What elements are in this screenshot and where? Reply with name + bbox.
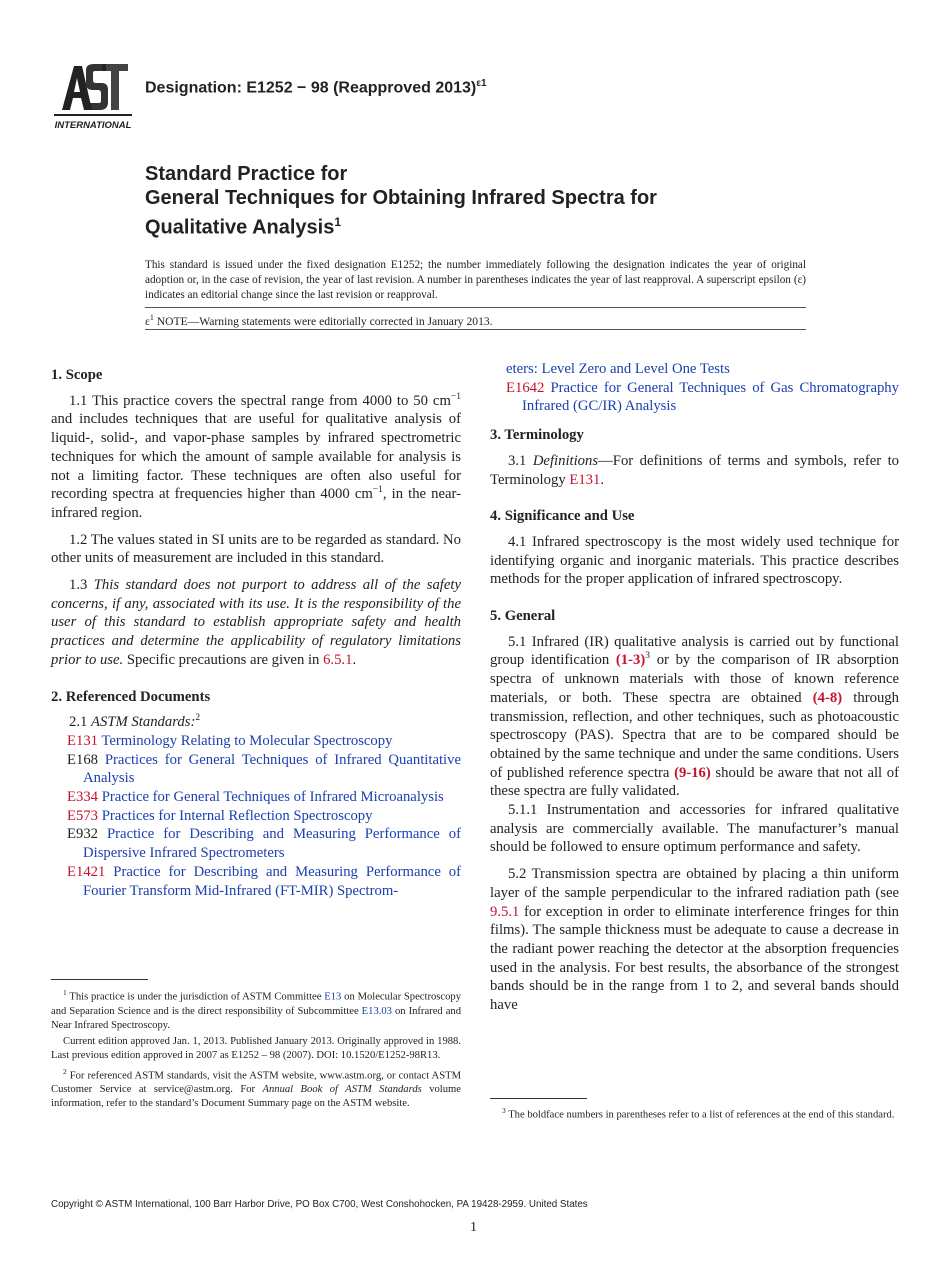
ref-link-4-8[interactable]: (4-8) — [812, 689, 843, 706]
ref-title-link-continued[interactable]: eters: Level Zero and Level One Tests — [506, 361, 730, 377]
designation — [145, 78, 487, 97]
footnote-3: $^3$ The boldface numbers in parentheses refer to a list of references at the end of this standard. — [502, 1106, 895, 1121]
ref-item-e932 — [51, 825, 461, 862]
ref-title-link[interactable]: Practice for Describing and Measuring Performance of Dispersive Infrared Spectrometers — [83, 826, 462, 862]
ref-item-e573 — [51, 807, 461, 826]
ref-item-e1642 — [490, 379, 899, 416]
title-line-2: General Techniques for Obtaining Infrared Spectra for — [145, 187, 657, 209]
ref-title-link[interactable]: Practice for General Techniques of Infrared Microanalysis — [101, 789, 444, 806]
ref-code-link[interactable]: E1421 — [67, 863, 106, 880]
section-heading-referenced-documents: 2. Referenced Documents — [51, 688, 211, 705]
ref-item-e334 — [51, 788, 461, 807]
ref-code: E932 — [67, 826, 99, 843]
paragraph-1-1: 1.1 This practice covers the spectral range from 4000 to 50 $cm^{-1}$ and includes techniques that are useful for qualitative analysis of liquid-, solid-, and vapor-phase samples by infrared spectrometric techniques for which the amount of sample available for analysis is not a limiting factor. These techniques are often also useful for recording spectra at frequencies higher than 4000 $cm^{-1}$, in the near-infrared region. — [51, 391, 461, 521]
footnote-1: $^1$ This practice is under the jurisdiction of ASTM Committee E13 on Molecular Spectroscopy and Separation Science and is the direct responsibility of Subcommittee E13.03 on Infrared and Near Infrared Spectroscopy. — [51, 988, 461, 1031]
section-heading-terminology: 3. Terminology — [490, 427, 584, 444]
footnote-rule-right — [490, 1098, 587, 1099]
editorial-note: $\varepsilon^1$ NOTE—Warning statements were editorially corrected in January 2013. — [145, 313, 493, 328]
right-column — [490, 361, 900, 1023]
logo-wordmark: INTERNATIONAL — [54, 120, 132, 131]
ref-item-e1421-continued — [490, 360, 899, 379]
footnotes-right — [490, 1104, 899, 1125]
ref-code-link[interactable]: E334 — [67, 789, 99, 806]
paragraph-4-1: 4.1 Infrared spectroscopy is the most widely used technique for identifying organic and inorganic materials. This practice describes methods for the proper application of infrared spectroscopy. — [490, 533, 899, 588]
page-number: 1 — [470, 1220, 477, 1235]
link-e13-03[interactable]: E13.03 — [361, 1005, 392, 1017]
section-heading-scope: 1. Scope — [51, 367, 103, 383]
link-e13[interactable]: E13 — [324, 991, 342, 1003]
section-heading-significance: 4. Significance and Use — [490, 508, 635, 525]
footnote-1-edition: Current edition approved Jan. 1, 2013. Published January 2013. Originally approved in 1988. Last previous edition approved in 2007 as E1252 – 98 (2007). DOI: 10.1520/E1252-98R13. — [51, 1035, 461, 1061]
ref-code: E168 — [67, 751, 99, 768]
ref-title-link[interactable]: Terminology Relating to Molecular Spectroscopy — [101, 732, 393, 749]
ref-code-link[interactable]: E1642 — [506, 379, 545, 396]
title-line-3: Qualitative Analysis$^1$ — [145, 215, 342, 239]
ref-title-link[interactable]: Practices for General Techniques of Infrared Quantitative Analysis — [83, 751, 462, 787]
title-line-1: Standard Practice for — [145, 163, 348, 185]
footnotes-left — [51, 986, 461, 1113]
paragraph-1-3: 1.3 This standard does not purport to address all of the safety concerns, if any, associated with its use. It is the responsibility of the user of this standard to establish appropriate safety and health practices and determine the applicability of regulatory limitations prior to use. Specific precautions are given in 6.5.1. — [51, 577, 462, 668]
footnote-rule — [51, 979, 148, 980]
note-rule-bottom — [145, 329, 806, 330]
paragraph-2-1: 2.1 ASTM Standards:$^2$ — [69, 713, 201, 731]
ref-title-link[interactable]: Practice for General Techniques of Gas Chromatography Infrared (GC/IR) Analysis — [522, 379, 899, 415]
astm-logo-icon — [52, 62, 134, 132]
section-heading-general: 5. General — [490, 608, 556, 625]
ref-link-9-16[interactable]: (9-16) — [674, 764, 711, 781]
ref-item-e131 — [51, 732, 461, 751]
title-footnote-mark: 1 — [334, 215, 342, 229]
ref-link-1-3[interactable]: (1-3) — [615, 652, 646, 669]
link-6-5-1[interactable]: 6.5.1 — [323, 651, 353, 668]
footnote-2: $^2$ For referenced ASTM standards, visit the ASTM website, www.astm.org, or contact ASTM Customer Service at service@astm.org. For Annual Book of ASTM Standards volume information, refer to the standard’s Document Summary page on the ASTM website. — [51, 1066, 461, 1110]
paragraph-5-1-1: 5.1.1 Instrumentation and accessories for infrared qualitative analysis are commercially available. The manufacturer’s manual should be followed to ensure optimum performance and safety. — [490, 802, 899, 856]
designation-text: Designation: E1252 − 98 (Reapproved 2013) — [145, 79, 477, 97]
ref-code-link[interactable]: E131 — [67, 732, 99, 749]
link-9-5-1[interactable]: 9.5.1 — [490, 903, 520, 920]
link-e131[interactable]: E131 — [569, 471, 601, 488]
astm-logo — [52, 62, 134, 132]
copyright-line: Copyright © ASTM International, 100 Barr Harbor Drive, PO Box C700, West Conshohocken, PA 19428-2959. United States — [51, 1199, 588, 1210]
paragraph-5-2: 5.2 Transmission spectra are obtained by placing a thin uniform layer of the sample perpendicular to the infrared radiation path (see 9.5.1 for exception in order to eliminate interference fringes for thin films). The sample thickness must be adequate to cause a decrease in the radiant power reaching the detector at the absorption frequencies used in the analysis. For best results, the absorbance of the strongest bands should be in the range from 1 to 2, and several bands should have — [490, 866, 899, 1014]
document-title — [145, 162, 845, 240]
left-column — [51, 366, 461, 900]
paragraph-3-1: 3.1 Definitions—For definitions of terms and symbols, refer to Terminology E131. — [490, 452, 900, 488]
paragraph-5-1: 5.1 Infrared (IR) qualitative analysis is carried out by functional group identification $(1-3)^3$ or by the comparison of IR absorption spectra of unknown materials with those of known reference materials, or both. These spectra are obtained (4-8) through transmission, reflection, and other techniques, such as photoacoustic spectroscopy (PAS). Spectra that are to be compared should be obtained by the same technique and under the same conditions. Users of published reference spectra (9-16) should be aware that not all of these spectra are fully validated. — [490, 633, 899, 800]
designation-epsilon: ε1 — [476, 78, 487, 89]
ref-code-link[interactable]: E573 — [67, 807, 99, 824]
ref-item-e168 — [51, 751, 461, 788]
ref-title-link[interactable]: Practices for Internal Reflection Spectroscopy — [101, 807, 373, 824]
ref-title-link[interactable]: Practice for Describing and Measuring Performance of Fourier Transform Mid-Infrared (FT-MIR) Spectrom- — [83, 863, 462, 899]
note-rule-top — [145, 307, 806, 308]
issue-statement: This standard is issued under the fixed designation E1252; the number immediately following the designation indicates the year of original adoption or, in the case of revision, the year of last revision. A number in parentheses indicates the year of last reapproval. A superscript epsilon (ε) indicates an editorial change since the last revision or reapproval. — [145, 259, 806, 301]
paragraph-1-2: 1.2 The values stated in SI units are to be regarded as standard. No other units of measurement are included in this standard. — [51, 531, 461, 567]
ref-item-e1421 — [51, 863, 461, 900]
